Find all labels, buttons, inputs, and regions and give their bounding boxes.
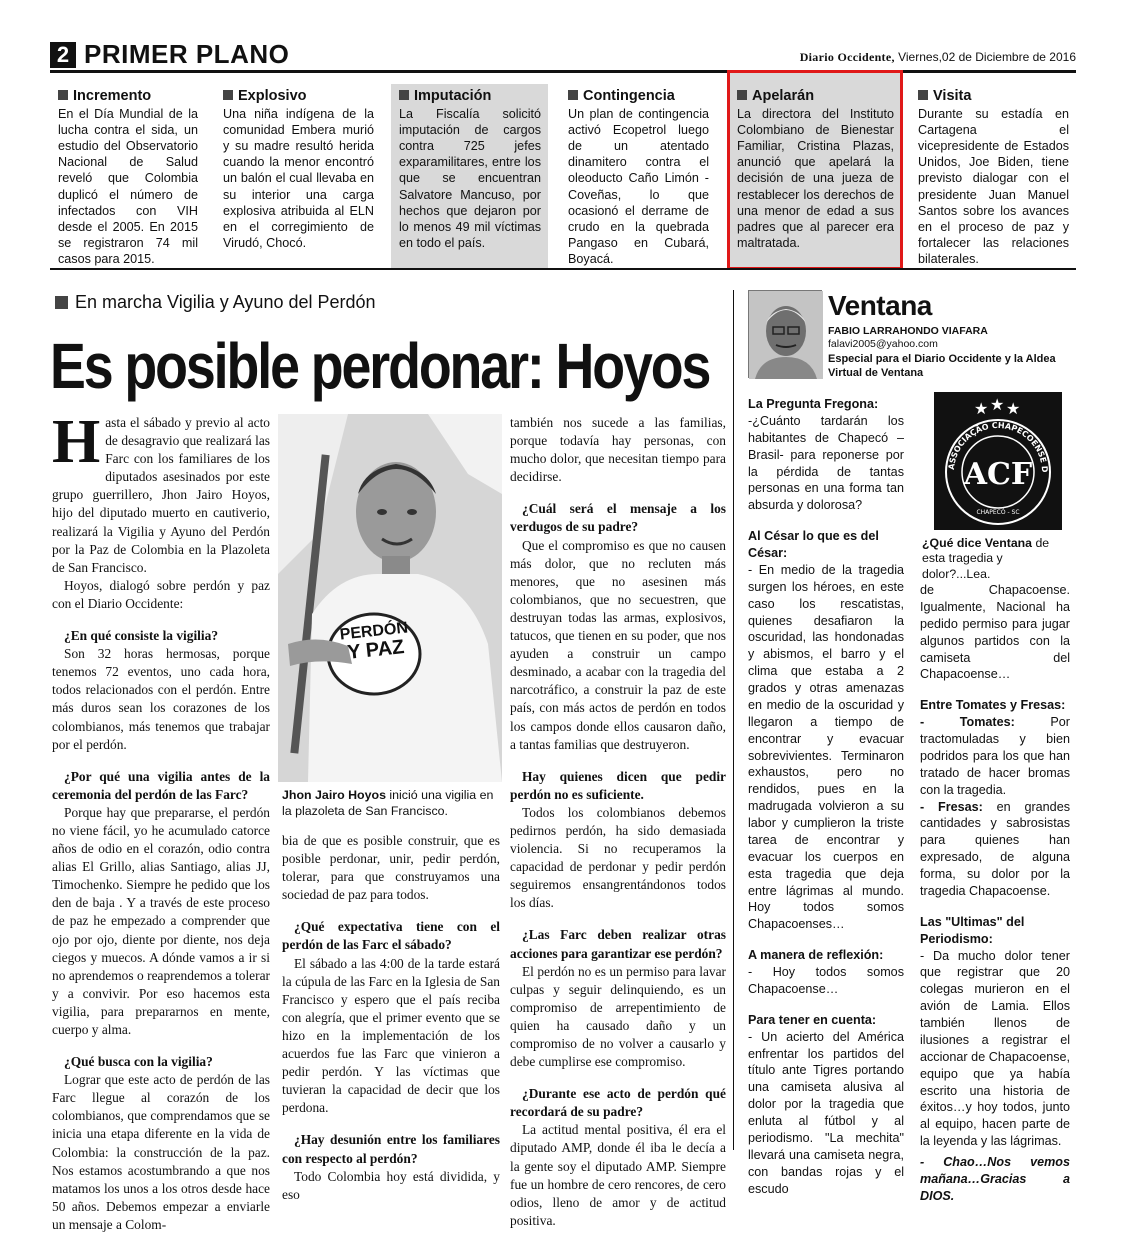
answer: Todo Colombia hoy está dividida, y eso [282, 1168, 500, 1202]
question: ¿Qué expectativa tiene con el perdón de las Farc el sábado? [282, 919, 500, 953]
paper-name: Diario Occidente, [799, 50, 895, 64]
column-title: Ventana [828, 290, 932, 321]
column-author: FABIO LARRAHONDO VIAFARA [828, 325, 988, 337]
dateline [800, 50, 1076, 65]
question: ¿Hay desunión entre los familiares con respecto al perdón? [282, 1132, 500, 1166]
article-headline: Es posible perdonar: Hoyos [50, 330, 710, 402]
square-bullet-icon [58, 90, 68, 100]
column-credit: Especial para el Diario Occidente y la Aldea Virtual de Ventana [828, 353, 1056, 380]
paragraph: de Chapacoense. Igualmente, Nacional ha pedido permiso para jugar algunos partidos con la camiseta del Chapacoense… [920, 583, 1070, 682]
brief-apelaran [727, 70, 903, 270]
ventana-column-1 [748, 396, 904, 1197]
paragraph: - Da mucho dolor tener que registrar que 20 colegas murieron en el avión de Lamia. Ellos también llenos de ilusiones a registrar el accionar de Chapacoense, equipo que ya había escrito una historia de éxitos…y hoy todos, junto al equipo, hacen parte de la leyenda y las lágrimas. [920, 948, 1070, 1149]
subhead: A manera de reflexión: [748, 948, 884, 963]
brief-visita [910, 84, 1076, 268]
square-bullet-icon [55, 296, 68, 309]
closing-line: - Chao…Nos vemos mañana…Gracias a DIOS. [920, 1155, 1070, 1203]
star-icon: ★ [1006, 399, 1021, 418]
brief-title: Contingencia [568, 88, 709, 104]
square-bullet-icon [568, 90, 578, 100]
paragraph: también nos sucede a las familias, porque todavía hay personas, con mucho dolor, que necesitan tiempo para decidirse. [510, 415, 726, 485]
square-bullet-icon [223, 90, 233, 100]
subhead: Para tener en cuenta: [748, 1012, 877, 1027]
article-column-2 [282, 832, 500, 1204]
answer: Son 32 horas hermosas, porque tenemos 72 eventos, uno cada hora, todos relacionados con el perdón. Entre más duros sean los corazones de los colombianos, más tenemos que trabajar por el perdón. [52, 646, 270, 752]
svg-text:ACF: ACF [963, 457, 1033, 492]
article-column-1 [52, 408, 270, 1234]
paragraph: - Un acierto del América enfrentar los partidos del título ante Tigres portando una camiseta alusiva al dolor por la tragedia que enluta al fútbol y al periodismo. "La mechita" llevará una camiseta negra, con bandas rojas y el escudo [748, 1029, 904, 1196]
question: ¿En qué consiste la vigilia? [64, 628, 219, 644]
question: ¿Cuál será el mensaje a los verdugos de su padre? [510, 501, 726, 535]
paragraph: bia de que es posible construir, que es posible perdonar, unir, pedir perdón, tolerar, para que construyamos una sociedad de paz para todos. [282, 833, 500, 903]
logo-caption: ¿Qué dice Ventana de esta tragedia y dolor?...Lea. [922, 536, 1050, 581]
answer: Lograr que este acto de perdón de las Farc llegue al corazón de los colombianos, que comprendamos que se inicia una etapa diferente en la vida de Colombia: la construcción de la paz. Nos estamos acostumbrando a que nos matamos los unos a los otros desde hace 50 años. Debemos empezar a enviarle un mensaje a Colom- [52, 1072, 270, 1232]
answer: El sábado a las 4:00 de la tarde estará la cúpula de las Farc en la Iglesia de San Francisco y espero que el país reciba con alegría, que el primer evento que se hizo en la implementación de los acuerdos fue las Farc que vinieron a pedir perdón. Y las víctimas que tuvieran la capacidad de decir que los perdona. [282, 955, 500, 1116]
briefs-rule [50, 268, 1076, 270]
author-email: falavi2005@yahoo.com [828, 338, 938, 350]
question: ¿Qué busca con la vigilia? [64, 1054, 213, 1070]
brief-title: Visita [918, 88, 1069, 104]
svg-text:CHAPECÓ - SC: CHAPECÓ - SC [976, 509, 1020, 516]
article-kicker: En marcha Vigilia y Ayuno del Perdón [55, 292, 376, 313]
section-title: PRIMER PLANO [84, 39, 290, 69]
square-bullet-icon [399, 90, 409, 100]
brief-text: Durante su estadía en Cartagena el vicepresidente de Estados Unidos, Joe Biden, tiene previsto dialogar con el presidente Juan Manuel Santos sobre los avances en el proceso de paz y fortalecer las relaciones bilaterales. [918, 107, 1069, 266]
question: ¿Por qué una vigilia antes de la ceremonia del perdón de las Farc? [52, 768, 270, 802]
brief-text: Una niña indígena de la comunidad Embera murió y su madre resultó herida cuando la menor encontró un balón el cual llevaba en su interior una carga explosiva atribuida al ELN en el corregimiento de Virudó, Chocó. [223, 107, 374, 250]
brief-title: Incremento [58, 88, 198, 104]
paragraph: -¿Cuánto tardarán los habitantes de Chapecó –Brasil- para reponerse por la pérdida de tantas personas en una forma tan absurda y dolorosa? [748, 413, 904, 513]
paragraph: - Fresas: en grandes cantidades y sabrosistas para quienes han expresado, de alguna forma, su dolor por la tragedia Chapacoense. [920, 799, 1070, 898]
brief-explosivo [215, 84, 381, 268]
subhead: Entre Tomates y Fresas: [920, 698, 1066, 713]
briefs-strip [50, 84, 1076, 268]
svg-text:ASSOCIAÇÃO CHAPECOENSE DE FUTE: ASSOCIAÇÃO CHAPECOENSE D [946, 420, 1050, 473]
answer: El perdón no es un permiso para lavar culpas y seguir delinquiendo, es un compromiso de arrepentimiento de quien ha causado daño y un compromiso de no volver a causarlo y debe cumplirse ese compromiso. [510, 963, 726, 1070]
columnist-portrait [749, 291, 823, 379]
paragraph: Hoyos, dialogó sobre perdón y paz con el Diario Occidente: [52, 577, 270, 611]
brief-text: La Fiscalía solicitó imputación de cargos contra 725 jefes exparamilitares, entre los que se encuentran Salvatore Mancuso, por hechos que dejaron por lo menos 49 mil víctimas en todo el país. [399, 107, 541, 250]
brief-contingencia [560, 84, 716, 268]
square-bullet-icon [737, 90, 747, 100]
brief-text: Un plan de contingencia activó Ecopetrol luego de un atentado dinamitero contra el oleoducto Caño Limón - Coveñas, lo que ocasionó el derrame de crudo en la quebrada Pangaso en Cubará, Boyacá. [568, 107, 709, 266]
answer: Todos los colombianos debemos pedirnos perdón, ha sido demasiada violencia. Si no recuperamos la capacidad de perdonar y pedir perdón seguiremos ensangrentándonos todos los días. [510, 804, 726, 911]
ventana-column-2 [920, 582, 1070, 1205]
brief-title: Explosivo [223, 88, 374, 104]
article-column-3 [510, 414, 726, 1230]
square-bullet-icon [918, 90, 928, 100]
paragraph: - Tomates: Por tractomuladas y bien podridos para los que han tratado de hacer bromas con la tragedia. [920, 715, 1070, 797]
star-icon: ★ [974, 399, 989, 418]
paragraph: - En medio de la tragedia surgen los héroes, en este caso los rescatistas, quienes desafiaron la oscuridad, las hondonadas y abismos, el barro y el clima que estaba a 2 grados y otras amenazas en medio de la oscuridad y llegaron a tiempo de encontrar y evacuar sobrevivientes. Terminaron exhaustos, pero no rendidos, pues en la madrugada volvieron a su labor y cumplieron la triste tarea de encontrar y evacuar los cuerpos en esta tragedia que deja entre lágrimas al mundo. Hoy todos somos Chapacoenses… [748, 562, 904, 932]
subhead: Las "Ultimas" del Periodismo: [920, 914, 1025, 946]
header-rule [50, 70, 1076, 73]
brief-title: Imputación [399, 88, 541, 104]
star-icon: ★ [990, 395, 1005, 414]
issue-date: Viernes,02 de Diciembre de 2016 [894, 50, 1076, 64]
page-number: 2 [50, 42, 76, 68]
brief-imputacion [391, 84, 548, 268]
question: ¿Las Farc deben realizar otras acciones para garantizar ese perdón? [510, 927, 726, 961]
drop-cap: H [52, 408, 101, 476]
chapecoense-logo [934, 392, 1062, 530]
brief-incremento [50, 84, 205, 268]
answer: Porque hay que prepararse, el perdón no viene fácil, yo he acumulado catorce años de odio en el corazón, odio contra alias El Grillo, alias Santiago, alias JJ, Timochenko. Siempre he pedido que los den de baja . Y a través de este proceso de paz he empezado a comprender que ojo por ojo, diente por diente, nos deja ciegos y muecos. A dónde vamos a ir si no aprendemos o reaprendemos a tolerar y a convivir. Por eso hacemos esta vigilia, para prepararnos en mente, cuerpo y alma. [52, 804, 270, 1037]
column-divider [733, 290, 734, 1150]
lead-paragraph: Hasta el sábado y previo al acto de desagravio que realizará las Farc con los familiares de los diputados asesinados por este grupo guerrillero, Jhon Jairo Hoyos, hijo del diputado muerto en cautiverio, realizará la Vigilia y Ayuno del Perdón por la Paz de Colombia en la Plazoleta de San Francisco. [52, 408, 270, 575]
brief-text: La directora del Instituto Colombiano de Bienestar Familiar, Cristina Plazas, anunció que apelará la decisión de una jueza de restablecer los derechos de una menor de edad a sus padres que al parecer era maltratada. [737, 107, 894, 250]
answer: La actitud mental positiva, él era el diputado AMP, donde él iba le decía a la gente soy el diputado AMP. Siempre fue un hombre de cero rencores, de cero odios, lleno de amor y de actitud positiva. [510, 1122, 726, 1228]
man-photo-illustration [278, 414, 502, 782]
brief-title: Apelarán [737, 88, 894, 104]
answer: Que el compromiso es que no causen más dolor, que no recluten más menores, que no asesinen más colombianos, que no secuestren, que destruyan todas las armas, explosivos, tatucos, que tienen en su poder, que nos ayuden a construir un campo desminado, a acabar con la tragedia del narcotráfico, a construir la paz de este país, con más actos de perdón en todos los campos donde ellos causaron daño, a tantas familias que destruyeron. [510, 537, 726, 752]
page-header [50, 40, 1076, 70]
question: Hay quienes dicen que pedir perdón no es suficiente. [510, 768, 726, 802]
subhead: La Pregunta Fregona: [748, 397, 879, 411]
brief-text: En el Día Mundial de la lucha contra el sida, un estudio del Observatorio Nacional de Salud reveló que Colombia duplicó el número de infectados con VIH desde el 2005. En 2015 se registraron 74 mil casos para 2015. [58, 107, 198, 266]
article-photo [278, 414, 502, 782]
shirt-logo: PERDÓN Y PAZ [338, 619, 409, 664]
columnist-photo [748, 290, 822, 378]
question: ¿Durante ese acto de perdón qué recordará de su padre? [510, 1086, 726, 1120]
subhead: Al César lo que es del César: [748, 529, 879, 560]
photo-caption: Jhon Jairo Hoyos inició una vigilia en la plazoleta de San Francisco. [282, 788, 494, 818]
paragraph: - Hoy todos somos Chapacoense… [748, 965, 904, 996]
